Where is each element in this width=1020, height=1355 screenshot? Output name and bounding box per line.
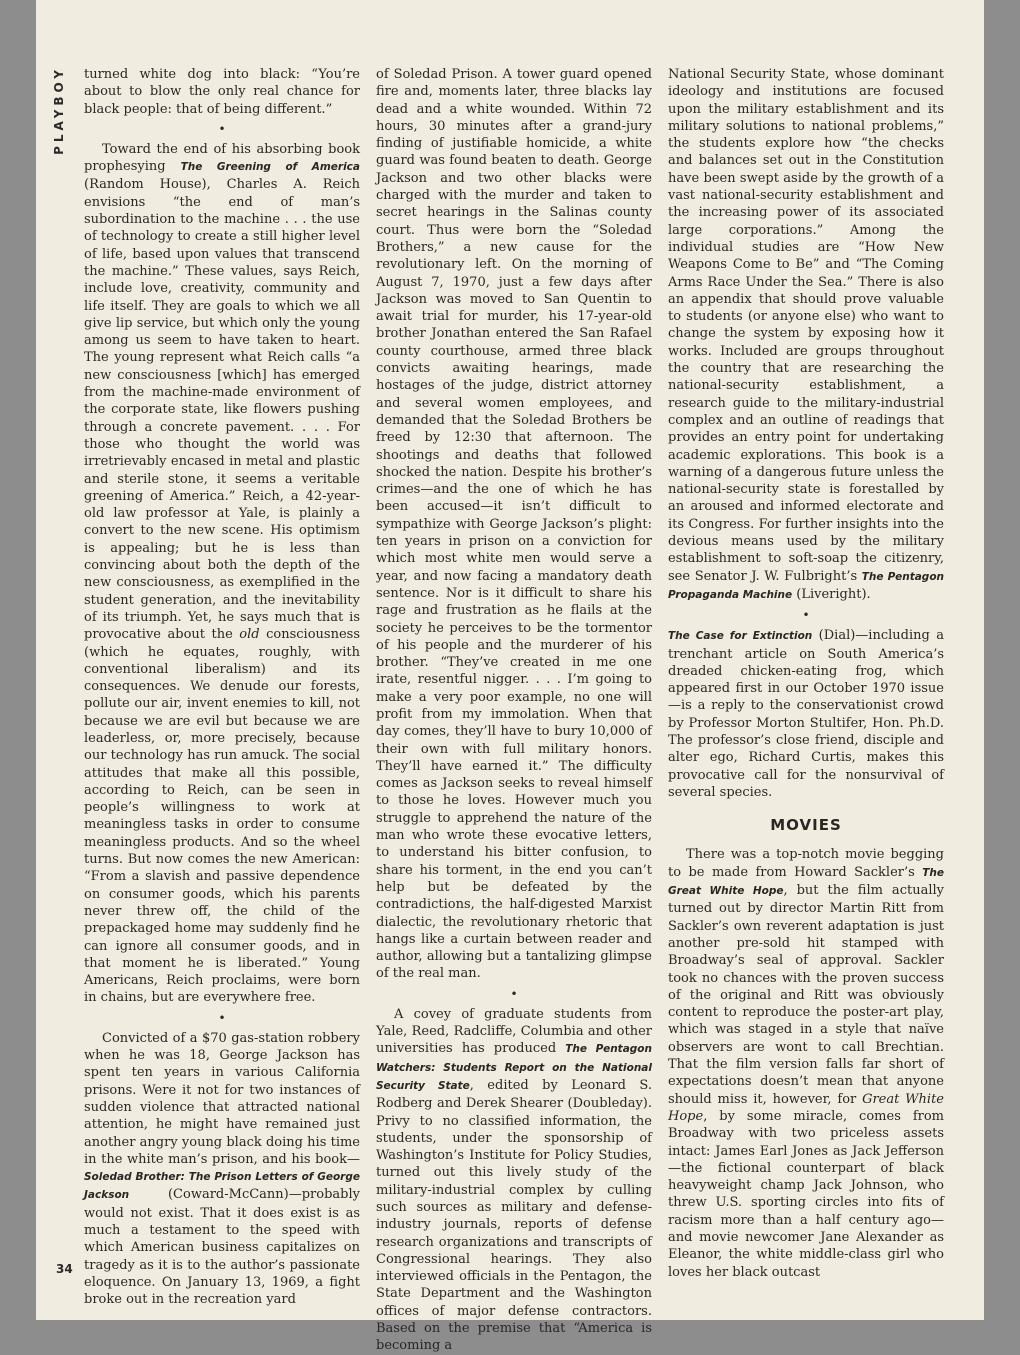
section-heading-movies: MOVIES xyxy=(770,816,842,835)
book-title: Soledad Brother: The Prison Letters of George Jackson xyxy=(84,1171,360,1202)
paragraph: National Security State, whose dominant ideology and institutions are focused upon the military establishment and its military solutions to national problems,” the students explore how “the checks and balances set out in the Constitution have been swept aside by the growth of a vast national-security establishment and the increasing power of its associated large corporations.” Among the individual studies are “How New Weapons Come to Be” and “The Coming Arms Race Under the Sea.” There is also an appendix that should prove valuable to students (or anyone else) who want to change the system by exposing how it works. Included are groups throughout the country that are researching the national-security establishment, a research guide to the military-industrial complex and an outline of readings that provides an entry point for undertaking academic explorations. This book is a warning of a dangerous future unless the national-security state is forestalled by an aroused and informed electorate and its Congress. For further insights into the devious means used by the military establishment to soft-soap the citizenry, see Senator J. W. Fulbright’s The Pentagon Propaganda Machine (Liveright). xyxy=(668,67,945,602)
book-title: The Pentagon Propaganda Machine xyxy=(668,570,945,601)
paragraph-soledad-review: Convicted of a $70 gas-station robbery when he was 18, George Jackson has spent ten years in various California prisons. Were it not for two instances of sudden violence that attracted national attention, he might have remained just another angry young black doing his time in the white man’s prison, and his book—Soledad Brother: The Prison Letters of George Jackson (Coward-McCann)—probably would not exist. That it does exist is as much a testament to the speed with which American business capitalizes on tragedy as it is to the author’s passionate eloquence. On January 13, 1969, a fight broke out in the recreation yard xyxy=(84,1030,360,1308)
paragraph: of Soledad Prison. A tower guard opened fire and, moments later, three blacks lay dead and a white wounded. Within 72 hours, 30 minutes after a grand-jury finding of justifiable homicide, a white guard was found beaten to death. George Jackson and two other blacks were charged with the murder and taken to secret hearings in the Salinas county court. Thus were born the “Soledad Brothers,” a new cause for the revolutionary left. On the morning of August 7, 1970, just a few days after Jackson was moved to San Quentin to await trial for murder, his 17-year-old brother Jonathan entered the San Rafael county courthouse, armed three black convicts awaiting hearings, made hostages of the judge, district attorney and several women employees, and demanded that the Soledad Brothers be freed by 12:30 that afternoon. The shootings and deaths that followed shocked the nation. Despite his brother’s crimes—and the one of which he has been accused—it isn’t difficult to sympathize with George Jackson’s plight: ten years in prison on a conviction for which most white men would serve a year, and now facing a mandatory death sentence. Nor is it difficult to share his rage and frustration as he flails at the society he perceives to be the tormentor of his people and the murderer of his brother. “They’ve created in me one irate, resentful nigger. . . . I’m going to make a very poor example, no one will profit from my immolation. When that day comes, they’ll have to bury 10,000 of their own with full military honors. They’ll have earned it.” The difficulty comes as Jackson seeks to reveal himself to those he loves. However much you struggle to apprehend the nature of the man who wrote these evocative letters, to understand his bitter confusion, to share his torment, in the end you can’t help but be defeated by the contradictions, the half-digested Marxist dialectic, the revolutionary rhetoric that hangs like a curtain between reader and author, allowing but a tantalizing glimpse of the real man. xyxy=(376,67,652,982)
section-separator: • xyxy=(510,986,518,1001)
paragraph-pentagon-watchers-review: A covey of graduate students from Yale, Reed, Radcliffe, Columbia and other universities has produced The Pentagon Watchers: Students Report on the National Security State, edited by Leonard S. Rodberg and Derek Shearer (Doubleday). Privy to no classified information, the students, under the sponsorship of Washington’s Institute for Policy Studies, turned out this lively study of the military-industrial complex by culling such sources as military and defense-industry journals, reports of defense research organizations and transcripts of Congressional hearings. They also interviewed officials in the Pentagon, the State Department and the Washington offices of major defense contractors. Based on the premise that “America is becoming a xyxy=(376,1006,652,1354)
section-separator: • xyxy=(218,121,226,136)
magazine-page xyxy=(36,0,984,1354)
column-1 xyxy=(84,66,360,1308)
film-title: The Great White Hope xyxy=(668,866,944,898)
paragraph-greening-review: Toward the end of his absorbing book prophesying The Greening of America (Random House), Charles A. Reich envisions “the end of man’s subordination to the machine . . . the use of technology to create a still higher level of life, based upon values that transcend the machine.” These values, says Reich, include love, creativity, community and life itself. They are goals to which we all give lip service, but which only the young among us seem to have taken to heart. The young represent what Reich calls “a new consciousness [which] has emerged from the machine-made environment of the corporate state, like flowers pushing through a concrete pavement. . . . For those who thought the world was irretrievably encased in metal and plastic and sterile stone, it seems a veritable greening of America.” Reich, a 42-year-old law professor at Yale, is plainly a convert to the new scene. His optimism is appealing; but he is less than convincing about both the depth of the new consciousness, as exemplified in the student generation, and the inevitability of its triumph. Yet, he says much that is provocative about the old consciousness (which he equates, roughly, with conventional liberalism) and its consequences. We denude our forests, pollute our air, invent enemies to kill, not because we are evil but because we are leaderless, or, more precisely, because our technology has run amuck. The social attitudes that make all this possible, according to Reich, can be seen in people’s willingness to work at meaningless tasks in order to consume meaningless products. And so the wheel turns. But now comes the new American: “From a slavish and passive dependence on consumer goods, which his parents never threw off, the child of the prepackaged home may suddenly find he can ignore all consumer goods, and in that moment he is liberated.” Young Americans, Reich proclaims, were born in chains, but are everywhere free. xyxy=(84,141,360,1006)
paragraph-extinction-review: The Case for Extinction (Dial)—including a trenchant article on South America’s dreaded chicken-eating frog, which appeared first in our October 1970 issue—is a reply to the conservationist crowd by Professor Morton Stultifer, Hon. Ph.D. The professor’s close friend, disciple and alter ego, Richard Curtis, makes this provocative call for the nonsurvival of several species. xyxy=(668,628,944,800)
column-2 xyxy=(376,66,652,1355)
column-3 xyxy=(668,66,944,1281)
book-title: The Pentagon Watchers: Students Report on the National Security State xyxy=(376,1043,652,1092)
paragraph: turned white dog into black: “You’re about to blow the only real chance for black people: that of being different.” xyxy=(84,67,360,117)
magazine-masthead: PLAYBOY xyxy=(52,66,66,155)
paragraph-movie-review: There was a top-notch movie begging to be made from Howard Sackler’s The Great White Hope, but the film actually turned out by director Martin Ritt from Sackler’s own reverent adaptation is just another pre-sold hit stamped with Broadway’s seal of approval. Sackler took no chances with the proven success of the original and Ritt was obviously content to reproduce the poster-art play, which was staged in a style that naïve observers are wont to call Brechtian. That the film version falls far short of expectations doesn’t mean that anyone should miss it, however, for Great White Hope, by some miracle, comes from Broadway with two priceless assets intact: James Earl Jones as Jack Jefferson—the fictional counterpart of black heavyweight champ Jack Johnson, who threw U.S. sporting circles into fits of racism more than a half century ago—and movie newcomer Jane Alexander as Eleanor, the white middle-class girl who loves her black outcast xyxy=(668,847,944,1280)
page-number: 34 xyxy=(56,1262,73,1276)
book-title: The Greening of America xyxy=(180,161,360,174)
book-title: The Case for Extinction xyxy=(668,630,813,643)
section-separator: • xyxy=(802,608,810,623)
section-separator: • xyxy=(218,1010,226,1025)
